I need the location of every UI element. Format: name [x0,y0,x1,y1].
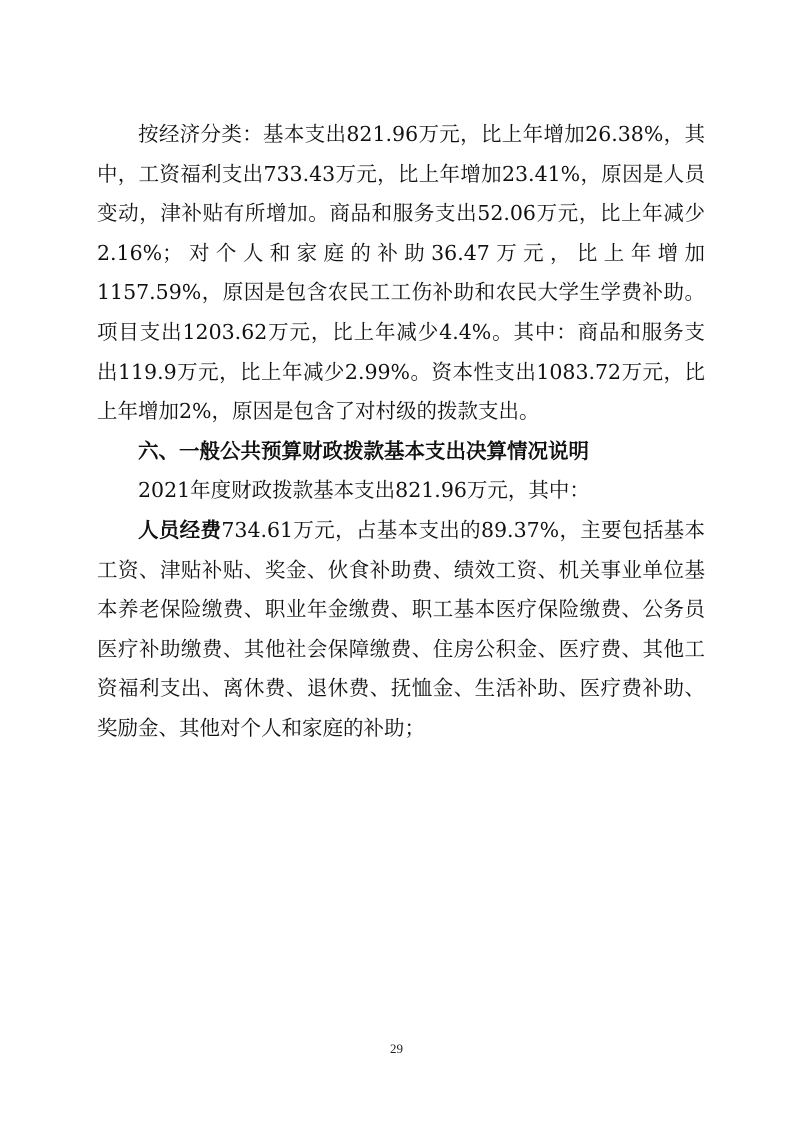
body-text [97,115,705,749]
personnel-expenses-lead: 人员经费 [138,517,222,542]
personnel-expenses-paragraph [97,511,705,749]
page-number: 29 [390,1041,403,1056]
personnel-expenses-text: 734.61万元，占基本支出的89.37%，主要包括基本工资、津贴补贴、奖金、伙食补助费、绩效工资、机关事业单位基本养老保险缴费、职业年金缴费、职工基本医疗保险缴费、公务员医疗补助缴费、其他社会保障缴费、住房公积金、医疗费、其他工资福利支出、离休费、退休费、抚恤金、生活补助、医疗费补助、奖励金、其他对个人和家庭的补助； [97,517,705,740]
section-six-intro-paragraph: 2021年度财政拨款基本支出821.96万元，其中： [138,478,590,503]
section-six-heading: 六、一般公共预算财政拨款基本支出决算情况说明 [138,438,589,463]
economic-classification-paragraph: 按经济分类：基本支出821.96万元，比上年增加26.38%，其中，工资福利支出733.43万元，比上年增加23.41%，原因是人员变动，津补贴有所增加。商品和服务支出52.06万元，比上年减少2.16%；对个人和家庭的补助36.47万元，比上年增加1157.59%，原因是包含农民工工伤补助和农民大学生学费补助。项目支出1203.62万元，比上年减少4.4%。其中：商品和服务支出119.9万元，比上年减少2.99%。资本性支出1083.72万元，比上年增加2%，原因是包含了对村级的拨款支出。 [97,122,705,424]
